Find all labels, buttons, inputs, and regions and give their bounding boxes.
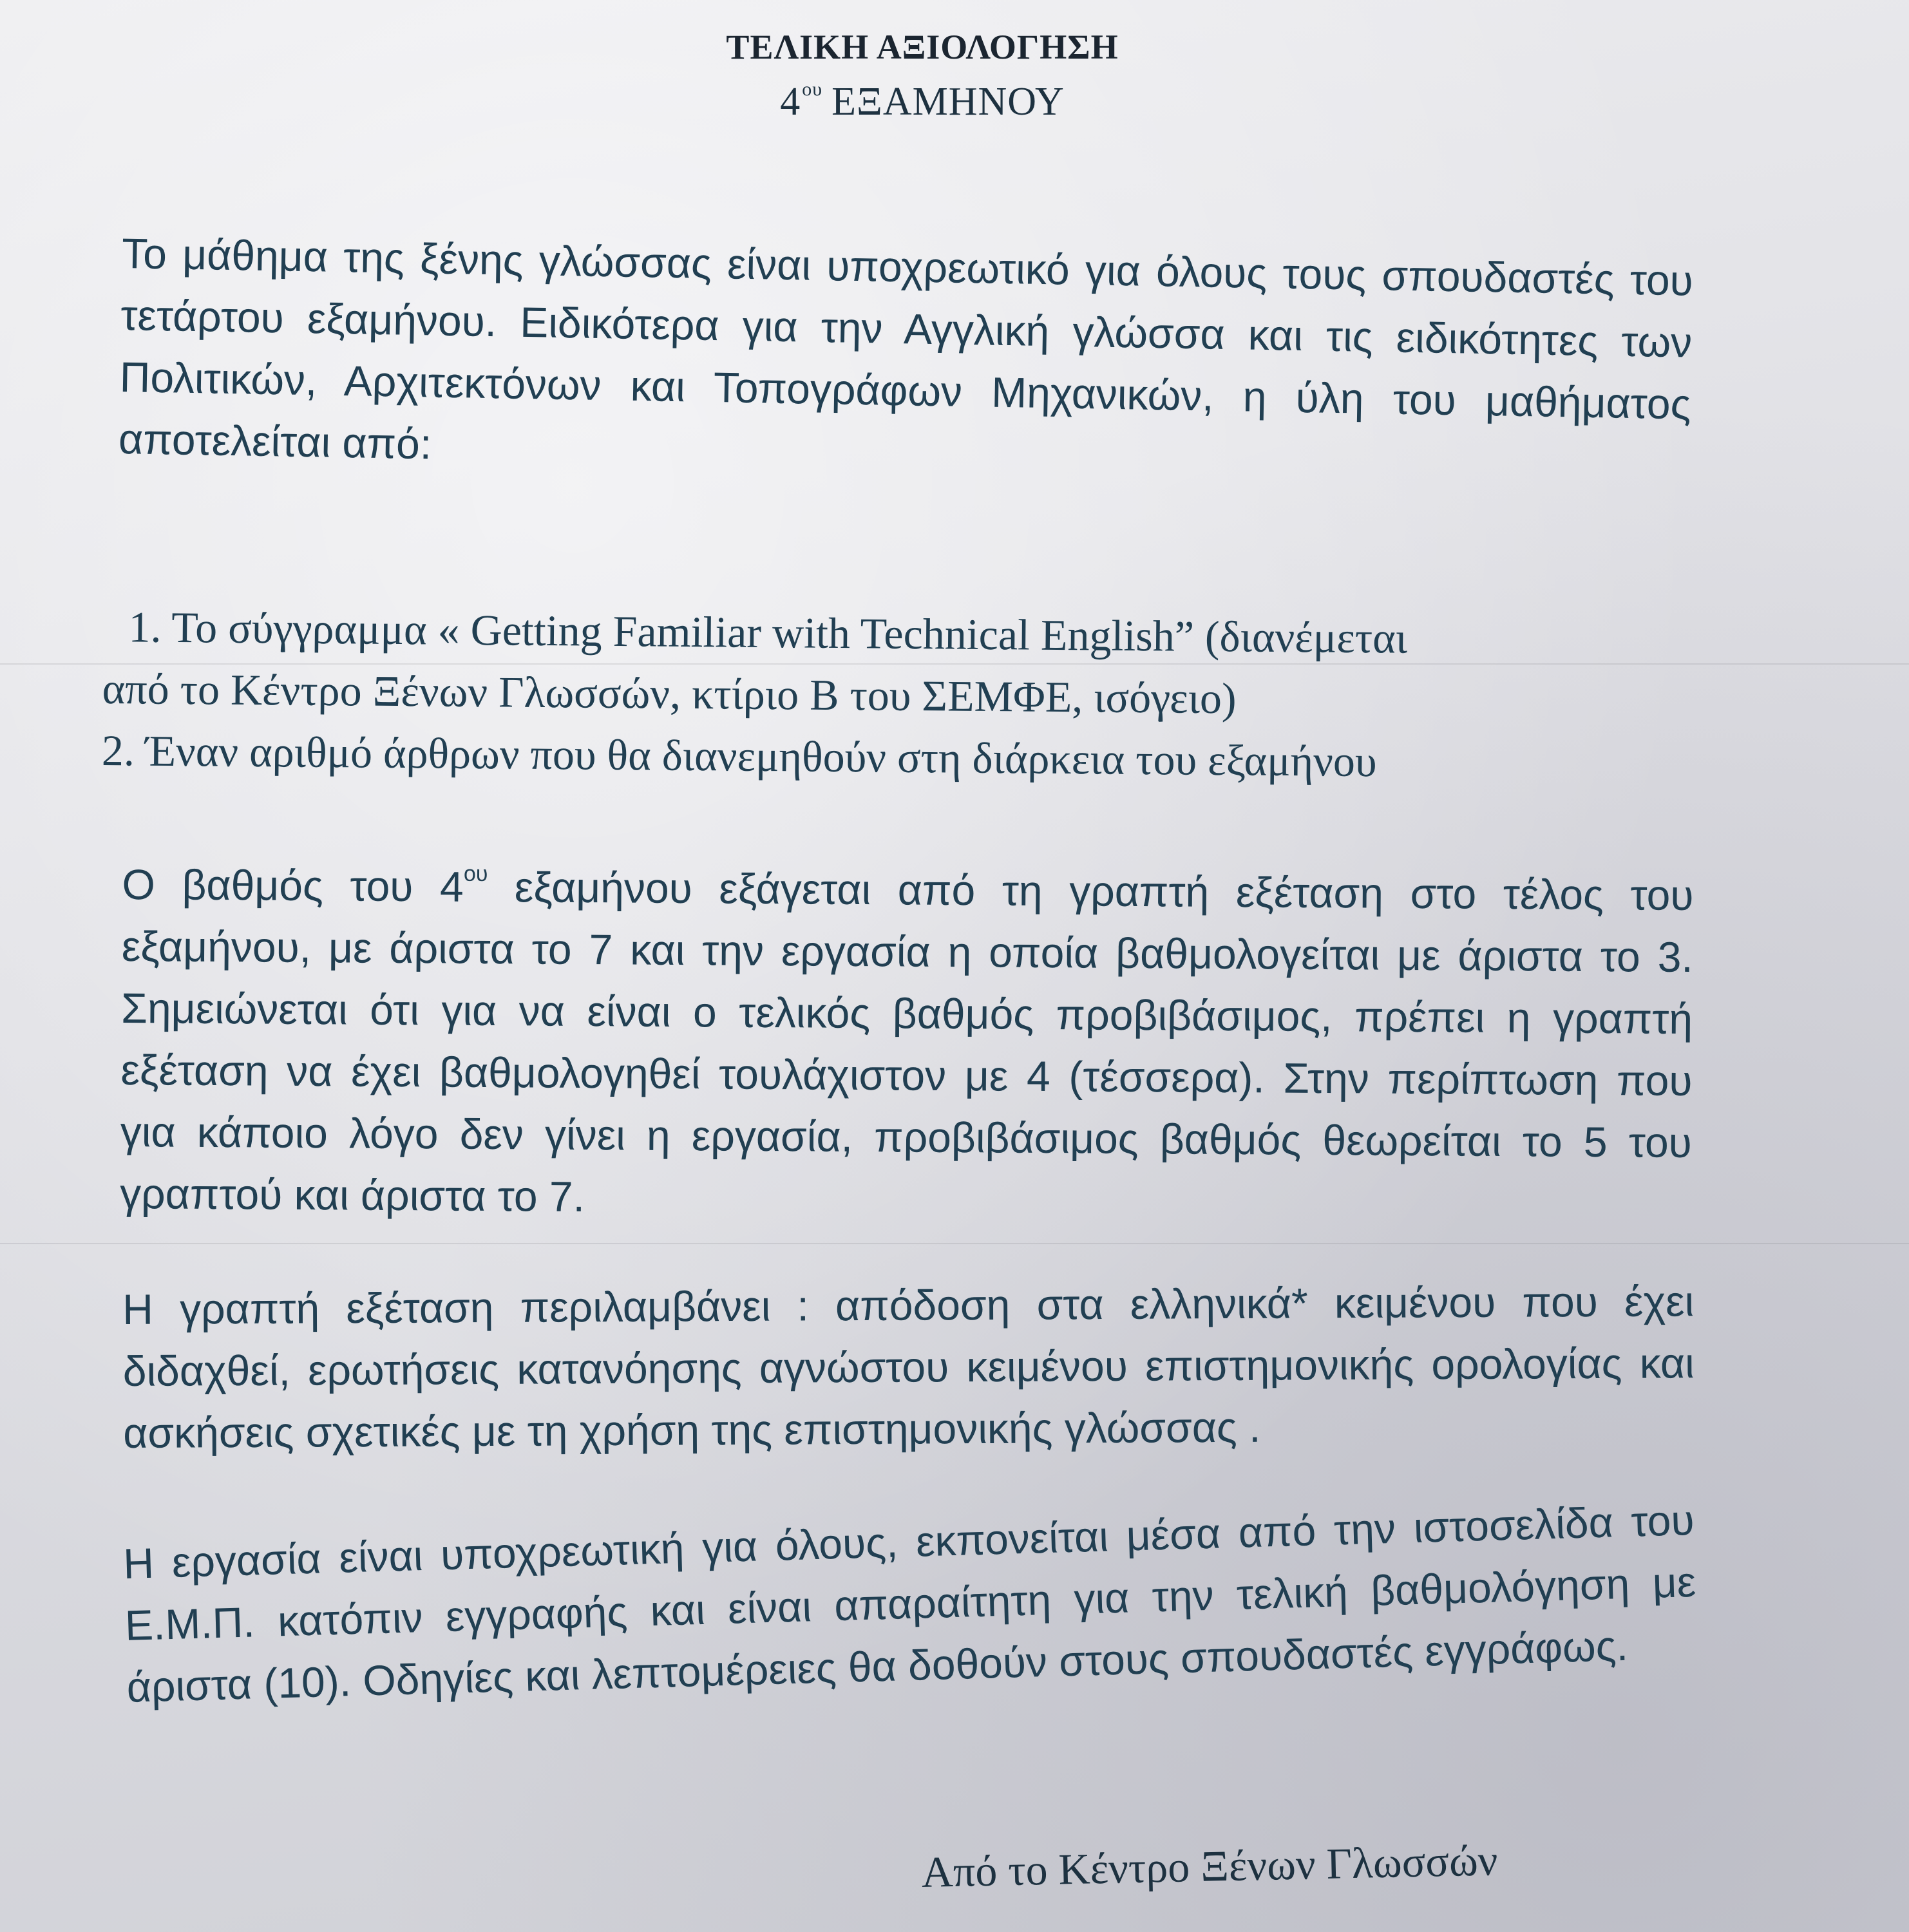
grading-superscript: ου	[463, 861, 488, 886]
list-item: 1. Το σύγγραμμα « Getting Familiar with Technical English” (διανέμεται	[128, 602, 1408, 663]
signature-line: Από το Κέντρο Ξένων Γλωσσών	[921, 1835, 1499, 1897]
subtitle-superscript: ου	[802, 79, 823, 100]
document-subtitle	[0, 79, 1877, 125]
list-item: από το Κέντρο Ξένων Γλωσσών, κτίριο Β του ΣΕΜΦΕ, ισόγειο)	[102, 663, 1237, 723]
grading-text-start: Ο βαθμός του 4	[122, 860, 464, 911]
paragraph-grading	[120, 840, 1694, 1235]
paragraph-course-intro: Το μάθημα της ξένης γλώσσας είναι υποχρεωτικό για όλους τους σπουδαστές του τετάρτου εξαμήνου. Ειδικότερα για την Αγγλική γλώσσα και τις ειδικότητες των Πολιτικών, Αρχιτεκτόνων και Τοπογράφων Μηχανικών, η ύλη του μαθήματος αποτελείται από:	[118, 229, 1694, 468]
grading-text-rest: εξαμήνου εξάγεται από τη γραπτή εξέταση στο τέλος του εξαμήνου, με άριστα το 7 και την εργασία η οποία βαθμολογείται με άριστα το 3. Σημειώνεται ότι για να είναι ο τελικός βαθμός προβιβάσιμος, πρέπει η γραπτή εξέταση να έχει βαθμολογηθεί τουλάχιστον με 4 (τέσσερα). Στην περίπτωση που για κάποιο λόγο δεν γίνει η εργασία, προβιβάσιμος βαθμός θεωρείται το 5 του γραπτού και άριστα το 7.	[119, 862, 1694, 1221]
paragraph-assignment: Η εργασία είναι υποχρεωτική για όλους, εκπονείται μέσα από την ιστοσελίδα του Ε.Μ.Π. κατόπιν εγγραφής και είναι απαραίτητη για την τελική βαθμολόγηση με άριστα (10). Οδηγίες και λεπτομέρειες θα δοθούν στους σπουδαστές εγγράφως.	[122, 1495, 1697, 1711]
subtitle-text: ΕΞΑΜΗΝΟΥ	[831, 80, 1065, 124]
document-title: ΤΕΛΙΚΗ ΑΞΙΟΛΟΓΗΣΗ	[726, 28, 1119, 66]
list-item: 2. Έναν αριθμό άρθρων που θα διανεμηθούν στη διάρκεια του εξαμήνου	[101, 725, 1377, 786]
paragraph-written-exam: Η γραπτή εξέταση περιλαμβάνει : απόδοση στα ελληνικά* κειμένου που έχει διδαχθεί, ερωτήσεις κατανόησης αγνώστου κειμένου επιστημονικής ορολογίας και ασκήσεις σχετικές με τη χρήση της επιστημονικής γλώσσας .	[122, 1277, 1695, 1457]
course-material-list	[101, 596, 1713, 795]
subtitle-number: 4	[780, 80, 801, 124]
paper-fold-line	[0, 1243, 1909, 1244]
